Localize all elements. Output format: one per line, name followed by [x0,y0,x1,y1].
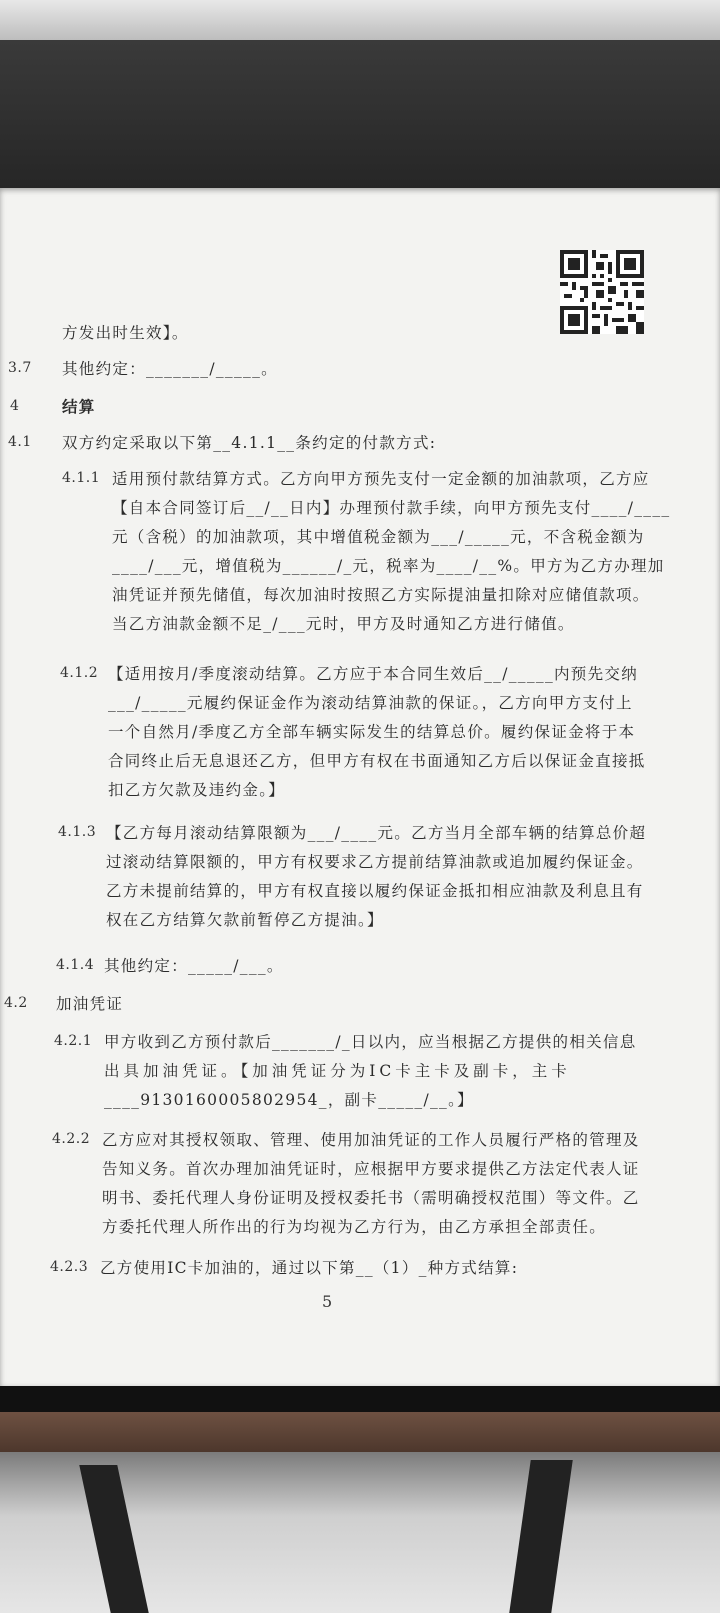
section-heading-settlement: 结算 [62,397,96,416]
clause-number-4-2-2: 4.2.2 [52,1131,91,1147]
page-number: 5 [322,1292,333,1311]
clause-4-1-1-line: 当乙方油款金额不足_/___元时，甲方及时通知乙方进行储值。 [112,615,575,633]
clause-4-2-1-line: 甲方收到乙方预付款后_______/_日以内，应当根据乙方提供的相关信息 [104,1033,637,1051]
clause-4-2-3-text: 乙方使用IC卡加油的，通过以下第__（1）_种方式结算: [100,1259,519,1277]
clause-4-1-3-line: 权在乙方结算欠款前暂停乙方提油。】 [106,911,384,929]
desk-edge [0,1412,720,1452]
clause-4-2-2-line: 方委托代理人所作出的行为均视为乙方行为，由乙方承担全部责任。 [102,1218,607,1236]
clause-3-7-text: 其他约定：_______/_____。 [62,360,278,378]
clause-4-2-1-line: 出具加油凭证。【加油凭证分为IC卡主卡及副卡，主卡 [104,1062,571,1080]
clause-number-4-1-3: 4.1.3 [58,824,97,840]
clause-4-2-2-line: 告知义务。首次办理加油凭证时，应根据甲方要求提供乙方法定代表人证 [102,1160,640,1178]
clause-number-4-1-1: 4.1.1 [62,470,101,486]
clause-4-2-1-card-numbers: ____913016000580​2954_，副卡_____/__。】 [104,1091,474,1109]
clause-4-1-2-line: 合同终止后无息退还乙方，但甲方有权在书面通知乙方后以保证金直接抵 [108,752,646,770]
qr-code-icon [560,250,644,334]
clause-4-1-text: 双方约定采取以下第__4.1.1__条约定的付款方式: [62,434,437,452]
continuation-text: 方发出时生效】。 [62,324,189,342]
clause-number-4-1: 4.1 [8,434,32,450]
clause-4-1-3-line: 过滚动结算限额的，甲方有权要求乙方提前结算油款或追加履约保证金。 [106,853,644,871]
clause-4-2-heading: 加油凭证 [56,995,124,1013]
clause-number-4-2-1: 4.2.1 [54,1033,93,1049]
clause-4-1-3-line: 乙方未提前结算的，甲方有权直接以履约保证金抵扣相应油款及利息且有 [106,882,644,900]
clause-4-2-2-line: 乙方应对其授权领取、管理、使用加油凭证的工作人员履行严格的管理及 [102,1131,640,1149]
clause-4-1-3-line: 【乙方每月滚动结算限额为___/____元。乙方当月全部车辆的结算总价超 [106,824,647,842]
clause-4-1-1-line: 适用预付款结算方式。乙方向甲方预先支付一定金额的加油款项，乙方应 [112,470,650,488]
clause-number-4-2-3: 4.2.3 [50,1259,89,1275]
clause-4-1-2-line: 【适用按月/季度滚动结算。乙方应于本合同生效后__/_____内预先交纳 [108,665,638,683]
clause-4-1-1-line: 元（含税）的加油款项，其中增值税金额为___/_____元，不含税金额为 [112,528,645,546]
top-bezel [0,0,720,40]
clause-number-3-7: 3.7 [8,360,32,376]
clause-number-4-1-4: 4.1.4 [56,957,95,973]
clause-4-1-4-text: 其他约定：_____/___。 [104,957,284,975]
clause-number-4-1-2: 4.1.2 [60,665,99,681]
background-dark [0,40,720,190]
clause-number-4-2: 4.2 [4,995,28,1011]
clause-4-1-1-line: 【自本合同签订后__/__日内】办理预付款手续，向甲方预先支付____/____ [112,499,671,517]
clause-4-1-1-line: 油凭证并预先储值，每次加油时按照乙方实际提油量扣除对应储值款项。 [112,586,650,604]
clause-4-2-2-line: 明书、委托代理人身份证明及授权委托书（需明确授权范围）等文件。乙 [102,1189,640,1207]
section-number-4: 4 [10,398,20,414]
clause-4-1-2-line: 扣乙方欠款及违约金。】 [108,781,286,799]
clause-4-1-2-line: ___/_____元履约保证金作为滚动结算油款的保证。，乙方向甲方支付上 [108,694,633,712]
clause-4-1-2-line: 一个自然月/季度乙方全部车辆实际发生的结算总价。履约保证金将于本 [108,723,636,741]
clause-4-1-1-line: ____/___元，增值税为______/_元，税率为____/__%。甲方为乙方办理加 [112,557,665,575]
